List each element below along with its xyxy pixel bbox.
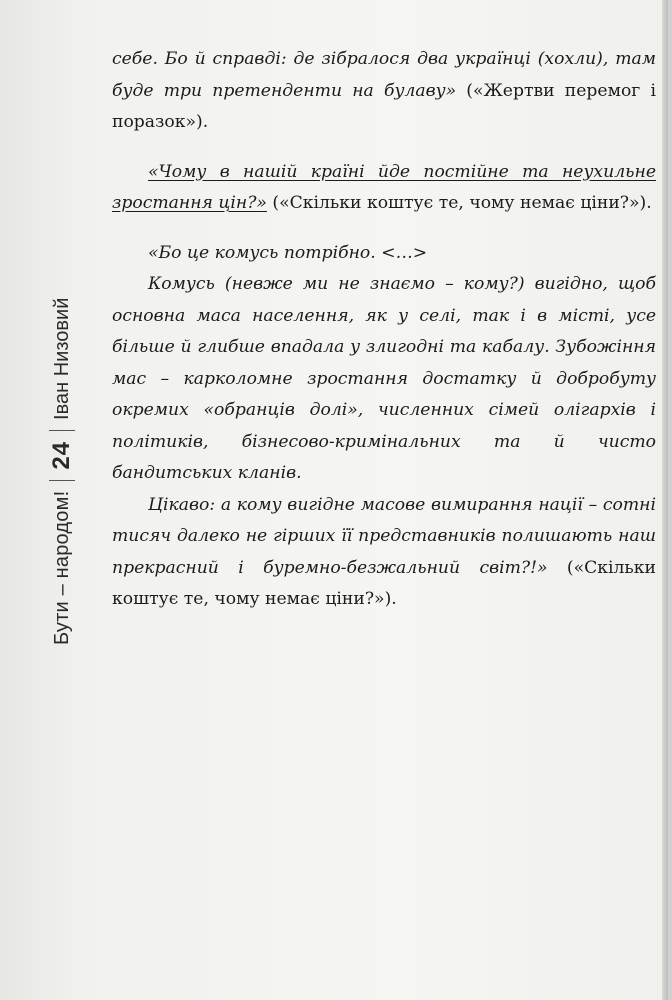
running-head bbox=[48, 298, 76, 645]
paragraph-5 bbox=[112, 490, 656, 616]
quote-text: «Чому в нашій країні йде постійне та неухильне зростання цін?» bbox=[112, 161, 656, 213]
quote-text: Комусь (невже ми не знаємо – кому?) вигідно, щоб основна маса населення, як у селі, так і в місті, усе більше й глибше впадала у злигодні та кабалу. Зубожіння мас – карколомне зростання достатку й добробуту окремих «обранців долі», численних сімей олігархів і політиків, бізнесово-кримінальних та й чисто бандитських кланів. bbox=[112, 274, 656, 483]
page-number: 24 bbox=[48, 440, 75, 470]
running-head-separator bbox=[49, 430, 75, 431]
quote-source: («Скільки коштує те, чому немає ціни?»). bbox=[112, 557, 656, 609]
quote-text: себе. Бо й справді: де зібралося два українці (хохли), там буде три претенденти на булаву» bbox=[112, 49, 656, 101]
quote-source: («Скільки коштує те, чому немає ціни?»). bbox=[266, 193, 652, 213]
paragraph-1 bbox=[112, 44, 656, 139]
quote-text: Цікаво: а кому вигідне масове вимирання нації – сотні тисяч далеко не гірших її представників полишають наш прекрасний і буремно-безжальний світ?!» bbox=[112, 494, 656, 578]
page-edge-shadow bbox=[662, 0, 668, 1000]
paragraph-3 bbox=[112, 238, 656, 270]
running-head-author: Іван Низовий bbox=[50, 297, 73, 420]
quote-source: («Жертви перемог і поразок»). bbox=[112, 80, 656, 132]
running-head-book-title: Бути – народом! bbox=[50, 490, 73, 645]
running-head-separator bbox=[49, 480, 75, 481]
quote-text: «Бо це комусь потрібно. <…> bbox=[148, 242, 428, 263]
body-text bbox=[112, 44, 656, 616]
paragraph-4 bbox=[112, 269, 656, 490]
paragraph-2 bbox=[112, 157, 656, 220]
